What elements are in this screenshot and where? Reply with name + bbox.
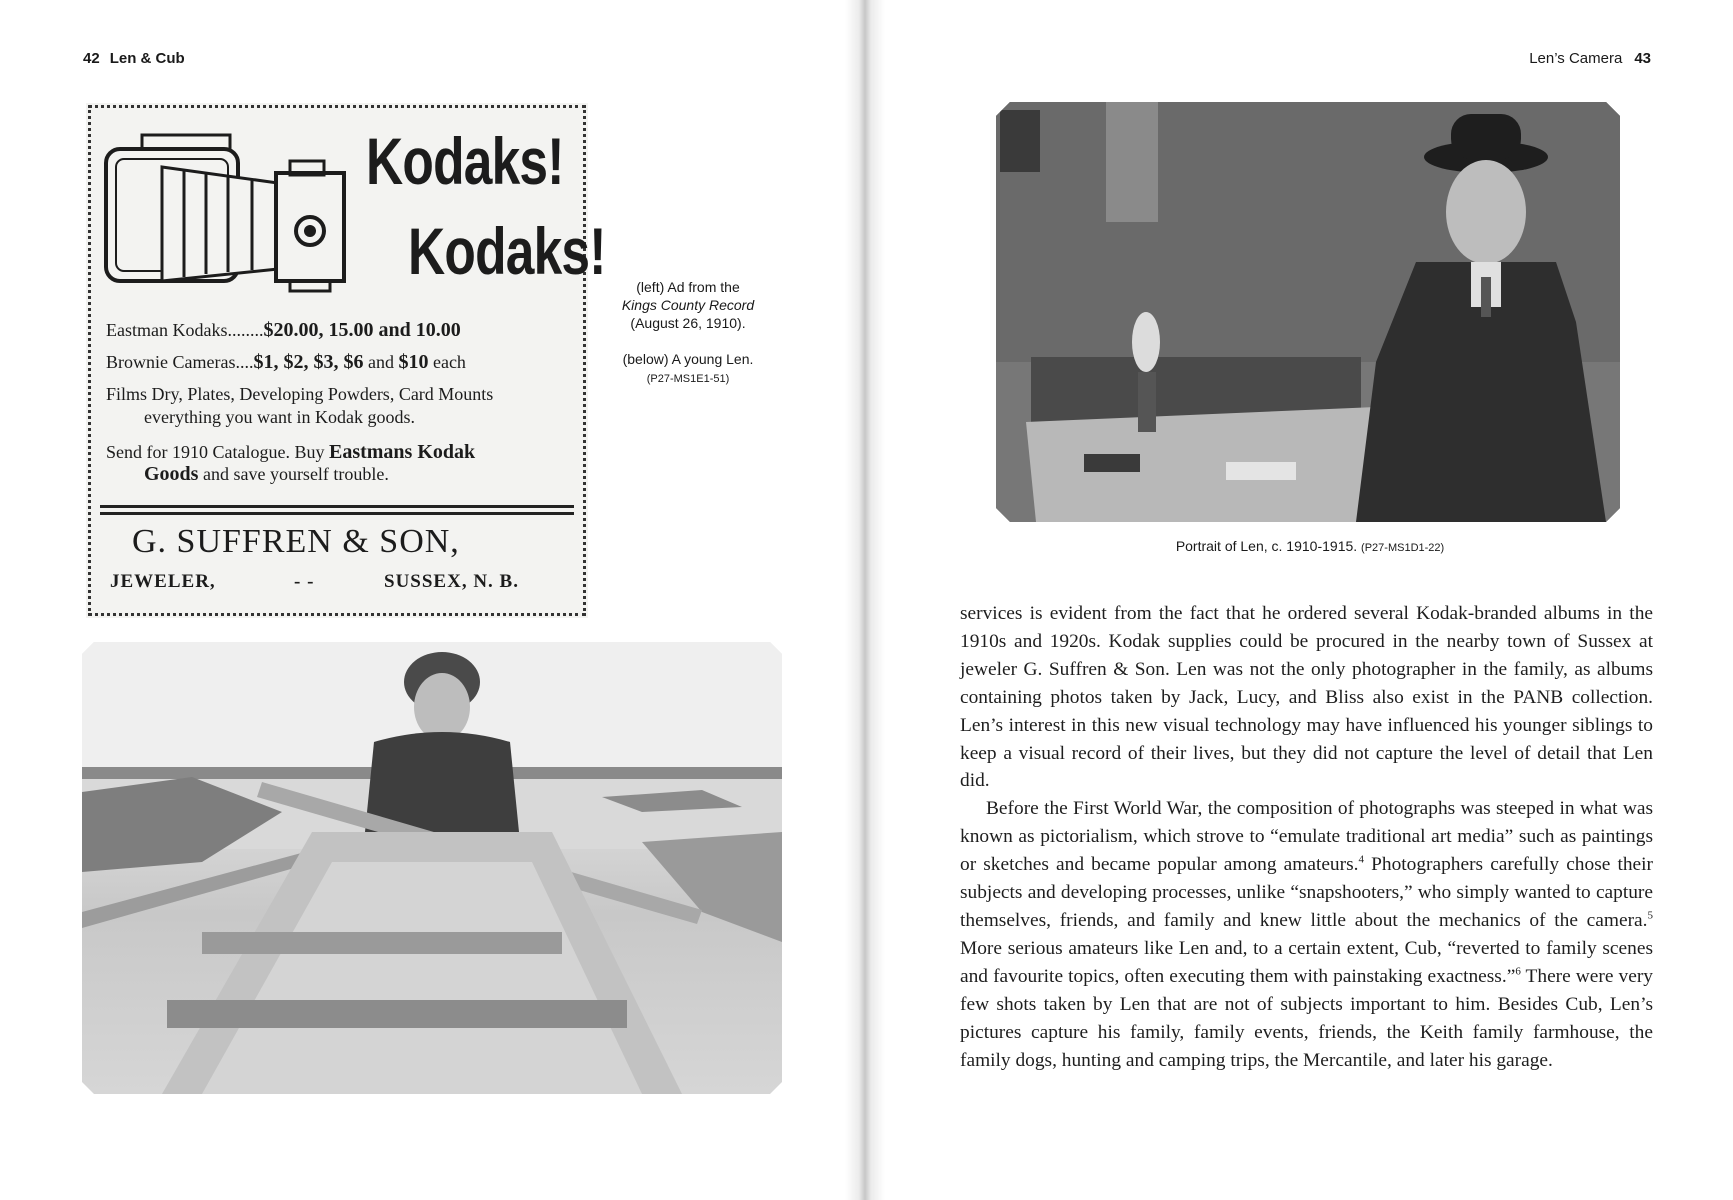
ad-line-films: Films Dry, Plates, Developing Powders, Card Mounts — [106, 384, 494, 404]
boat-photo-illustration — [82, 642, 782, 1094]
right-caption: Portrait of Len, c. 1910-1915. (P27-MS1D1-22) — [1175, 538, 1445, 554]
ad-line-goods: Goods and save yourself trouble. — [144, 463, 389, 485]
ad-rule — [100, 512, 574, 515]
folding-camera-illustration — [102, 131, 352, 301]
ad-footer-dash: - - — [294, 571, 315, 592]
ad-footer-place: SUSSEX, N. B. — [384, 571, 519, 592]
ad-footer-jeweler: JEWELER, — [110, 571, 216, 592]
ad-line-everything: everything you want in Kodak goods. — [144, 407, 415, 427]
portrait-photo-illustration — [996, 102, 1620, 522]
book-gutter — [845, 0, 885, 1200]
young-len-boat-photo — [82, 642, 782, 1094]
ad-headline-1: Kodaks! — [366, 124, 564, 198]
left-page-number: 42 — [83, 50, 100, 67]
left-running-head — [83, 50, 185, 67]
right-page-number: 43 — [1634, 50, 1651, 67]
footnote-4: 4 — [1358, 853, 1364, 866]
footnote-6: 6 — [1515, 965, 1521, 978]
right-running-head — [1529, 50, 1651, 67]
ad-headline-2: Kodaks! — [408, 214, 606, 288]
ad-rule — [100, 505, 574, 508]
ad-shop-name: G. SUFFREN & SON, — [132, 523, 460, 560]
ad-line-catalogue: Send for 1910 Catalogue. Buy Eastmans Kodak — [106, 441, 476, 463]
left-caption: (left) Ad from the Kings County Record (August 26, 1910). (below) A young Len. (P27-MS1E1-51) — [621, 279, 755, 385]
paragraph-1: services is evident from the fact that he ordered several Kodak-branded albums in the 1910s and 1920s. Kodak supplies could be procured in the nearby town of Sussex at jeweler G. Suffren & Son. Len was not the only photographer in the family, as albums containing photos taken by Jack, Lucy, and Bliss also exist in the PANB collection. Len’s interest in this new visual technology may have influenced his younger siblings to keep a visual record of their lives, but they did not capture the level of detail that Len did. — [960, 603, 1653, 792]
paragraph-2: Before the First World War, the composition of photographs was steeped in what was known as pictorialism, which strove to “emulate traditional art media” such as paintings or sketches and became popular among amateurs.$^4$ Photographers carefully chose their subjects and developing processes, unlike “snapshooters,” who simply wanted to capture themselves, friends, and family and knew little about the mechanics of the camera.$^5$ More serious amateurs like Len and, to a certain extent, Cub, “reverted to family scenes and favourite topics, often executing them with painstaking exactness.”$^6$ There were very few shots taken by Len that are not of subjects important to him. Besides Cub, Len’s pictures capture his family, family events, friends, the Keith family farmhouse, the family dogs, hunting and camping trips, the Mercantile, and later his garage. — [960, 798, 1654, 1071]
body-text — [960, 600, 1653, 1074]
ad-line-eastman-kodaks: Eastman Kodaks........$20.00, 15.00 and 10.00 — [106, 319, 461, 341]
left-running-title: Len & Cub — [109, 50, 185, 67]
kodak-ad-image — [86, 103, 606, 618]
footnote-5: 5 — [1647, 909, 1653, 922]
ad-line-brownie-cameras: Brownie Cameras....$1, $2, $3, $6 and $10 each — [106, 351, 466, 373]
right-running-title: Len’s Camera — [1529, 50, 1623, 67]
portrait-of-len-photo — [996, 102, 1620, 522]
